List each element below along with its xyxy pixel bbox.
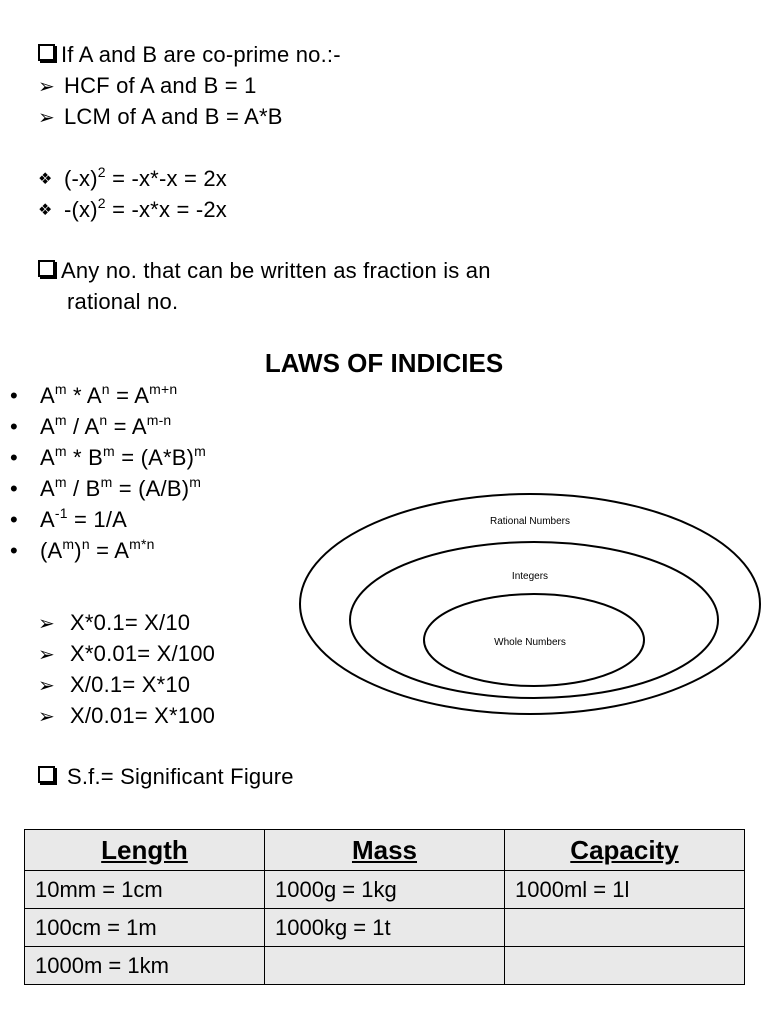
decimal-rule: ➢ X/0.1= X*10	[38, 672, 191, 697]
law-item: • $A^m * A^n = A^{m+n}$	[10, 381, 178, 408]
table-row	[25, 909, 745, 947]
checkbox-icon	[38, 766, 55, 783]
table-cell: 1000kg = 1t	[265, 909, 505, 947]
law-item: • $(A^m)^n = A^{m*n}$	[10, 536, 155, 563]
table-cell: 100cm = 1m	[25, 909, 265, 947]
table-header-row	[25, 830, 745, 871]
decimal-rule: ➢ X/0.01= X*100	[38, 703, 216, 728]
integers-label: Integers	[511, 571, 549, 582]
number-sets-diagram	[298, 492, 764, 716]
table-row	[25, 871, 745, 909]
coprime-line: If A and B are co-prime no.:-	[38, 42, 341, 68]
sf-line: S.f.= Significant Figure	[38, 764, 294, 790]
whole-numbers-label: Whole Numbers	[494, 637, 566, 648]
rational-line-cont: rational no.	[67, 289, 179, 314]
bullet-icon: •	[10, 414, 18, 439]
negative-square-line-1: ❖ $(-x)^2 = -x*-x = 2x$	[38, 164, 227, 191]
table-row	[25, 947, 745, 985]
table-cell	[265, 947, 505, 985]
table-cell: 1000ml = 1l	[505, 871, 745, 909]
diamond-bullet-icon: ❖	[38, 202, 53, 219]
header-mass: Mass	[265, 830, 505, 871]
law-item: • $A^m / B^m = (A/B)^m$	[10, 474, 202, 501]
units-table	[24, 829, 745, 985]
arrow-bullet-icon: ➢	[38, 613, 55, 635]
negative-square-line-2: ❖ $-(x)^2 = -x*x = -2x$	[38, 195, 227, 222]
checkbox-icon	[38, 260, 55, 277]
arrow-bullet-icon: ➢	[38, 76, 55, 98]
laws-title: LAWS OF INDICIES	[264, 348, 504, 378]
rational-line: Any no. that can be written as fraction is an	[38, 258, 491, 284]
arrow-bullet-icon: ➢	[38, 107, 55, 129]
table-cell: 1000m = 1km	[25, 947, 265, 985]
bullet-icon: •	[10, 476, 18, 501]
rational-numbers-label: Rational Numbers	[489, 516, 571, 527]
checkbox-icon	[38, 44, 55, 61]
diamond-bullet-icon: ❖	[38, 171, 53, 188]
table-cell: 1000g = 1kg	[265, 871, 505, 909]
header-capacity: Capacity	[505, 830, 745, 871]
table-cell	[505, 947, 745, 985]
decimal-rule: ➢ X*0.01= X/100	[38, 641, 216, 666]
law-item: • $A^{-1} = 1/A$	[10, 505, 128, 532]
arrow-bullet-icon: ➢	[38, 644, 55, 666]
bullet-icon: •	[10, 507, 18, 532]
decimal-rule: ➢ X*0.1= X/10	[38, 610, 191, 635]
bullet-icon: •	[10, 538, 18, 563]
table-cell	[505, 909, 745, 947]
bullet-icon: •	[10, 383, 18, 408]
arrow-bullet-icon: ➢	[38, 706, 55, 728]
rational-numbers-ellipse	[300, 494, 760, 714]
bullet-icon: •	[10, 445, 18, 470]
hcf-line: ➢ HCF of A and B = 1	[38, 73, 257, 98]
arrow-bullet-icon: ➢	[38, 675, 55, 697]
integers-ellipse	[350, 542, 718, 698]
lcm-line: ➢ LCM of A and B = A*B	[38, 104, 283, 129]
header-length: Length	[25, 830, 265, 871]
table-cell: 10mm = 1cm	[25, 871, 265, 909]
law-item: • $A^m * B^m = (A*B)^m$	[10, 443, 206, 470]
law-item: • $A^m / A^n = A^{m-n}$	[10, 412, 172, 439]
